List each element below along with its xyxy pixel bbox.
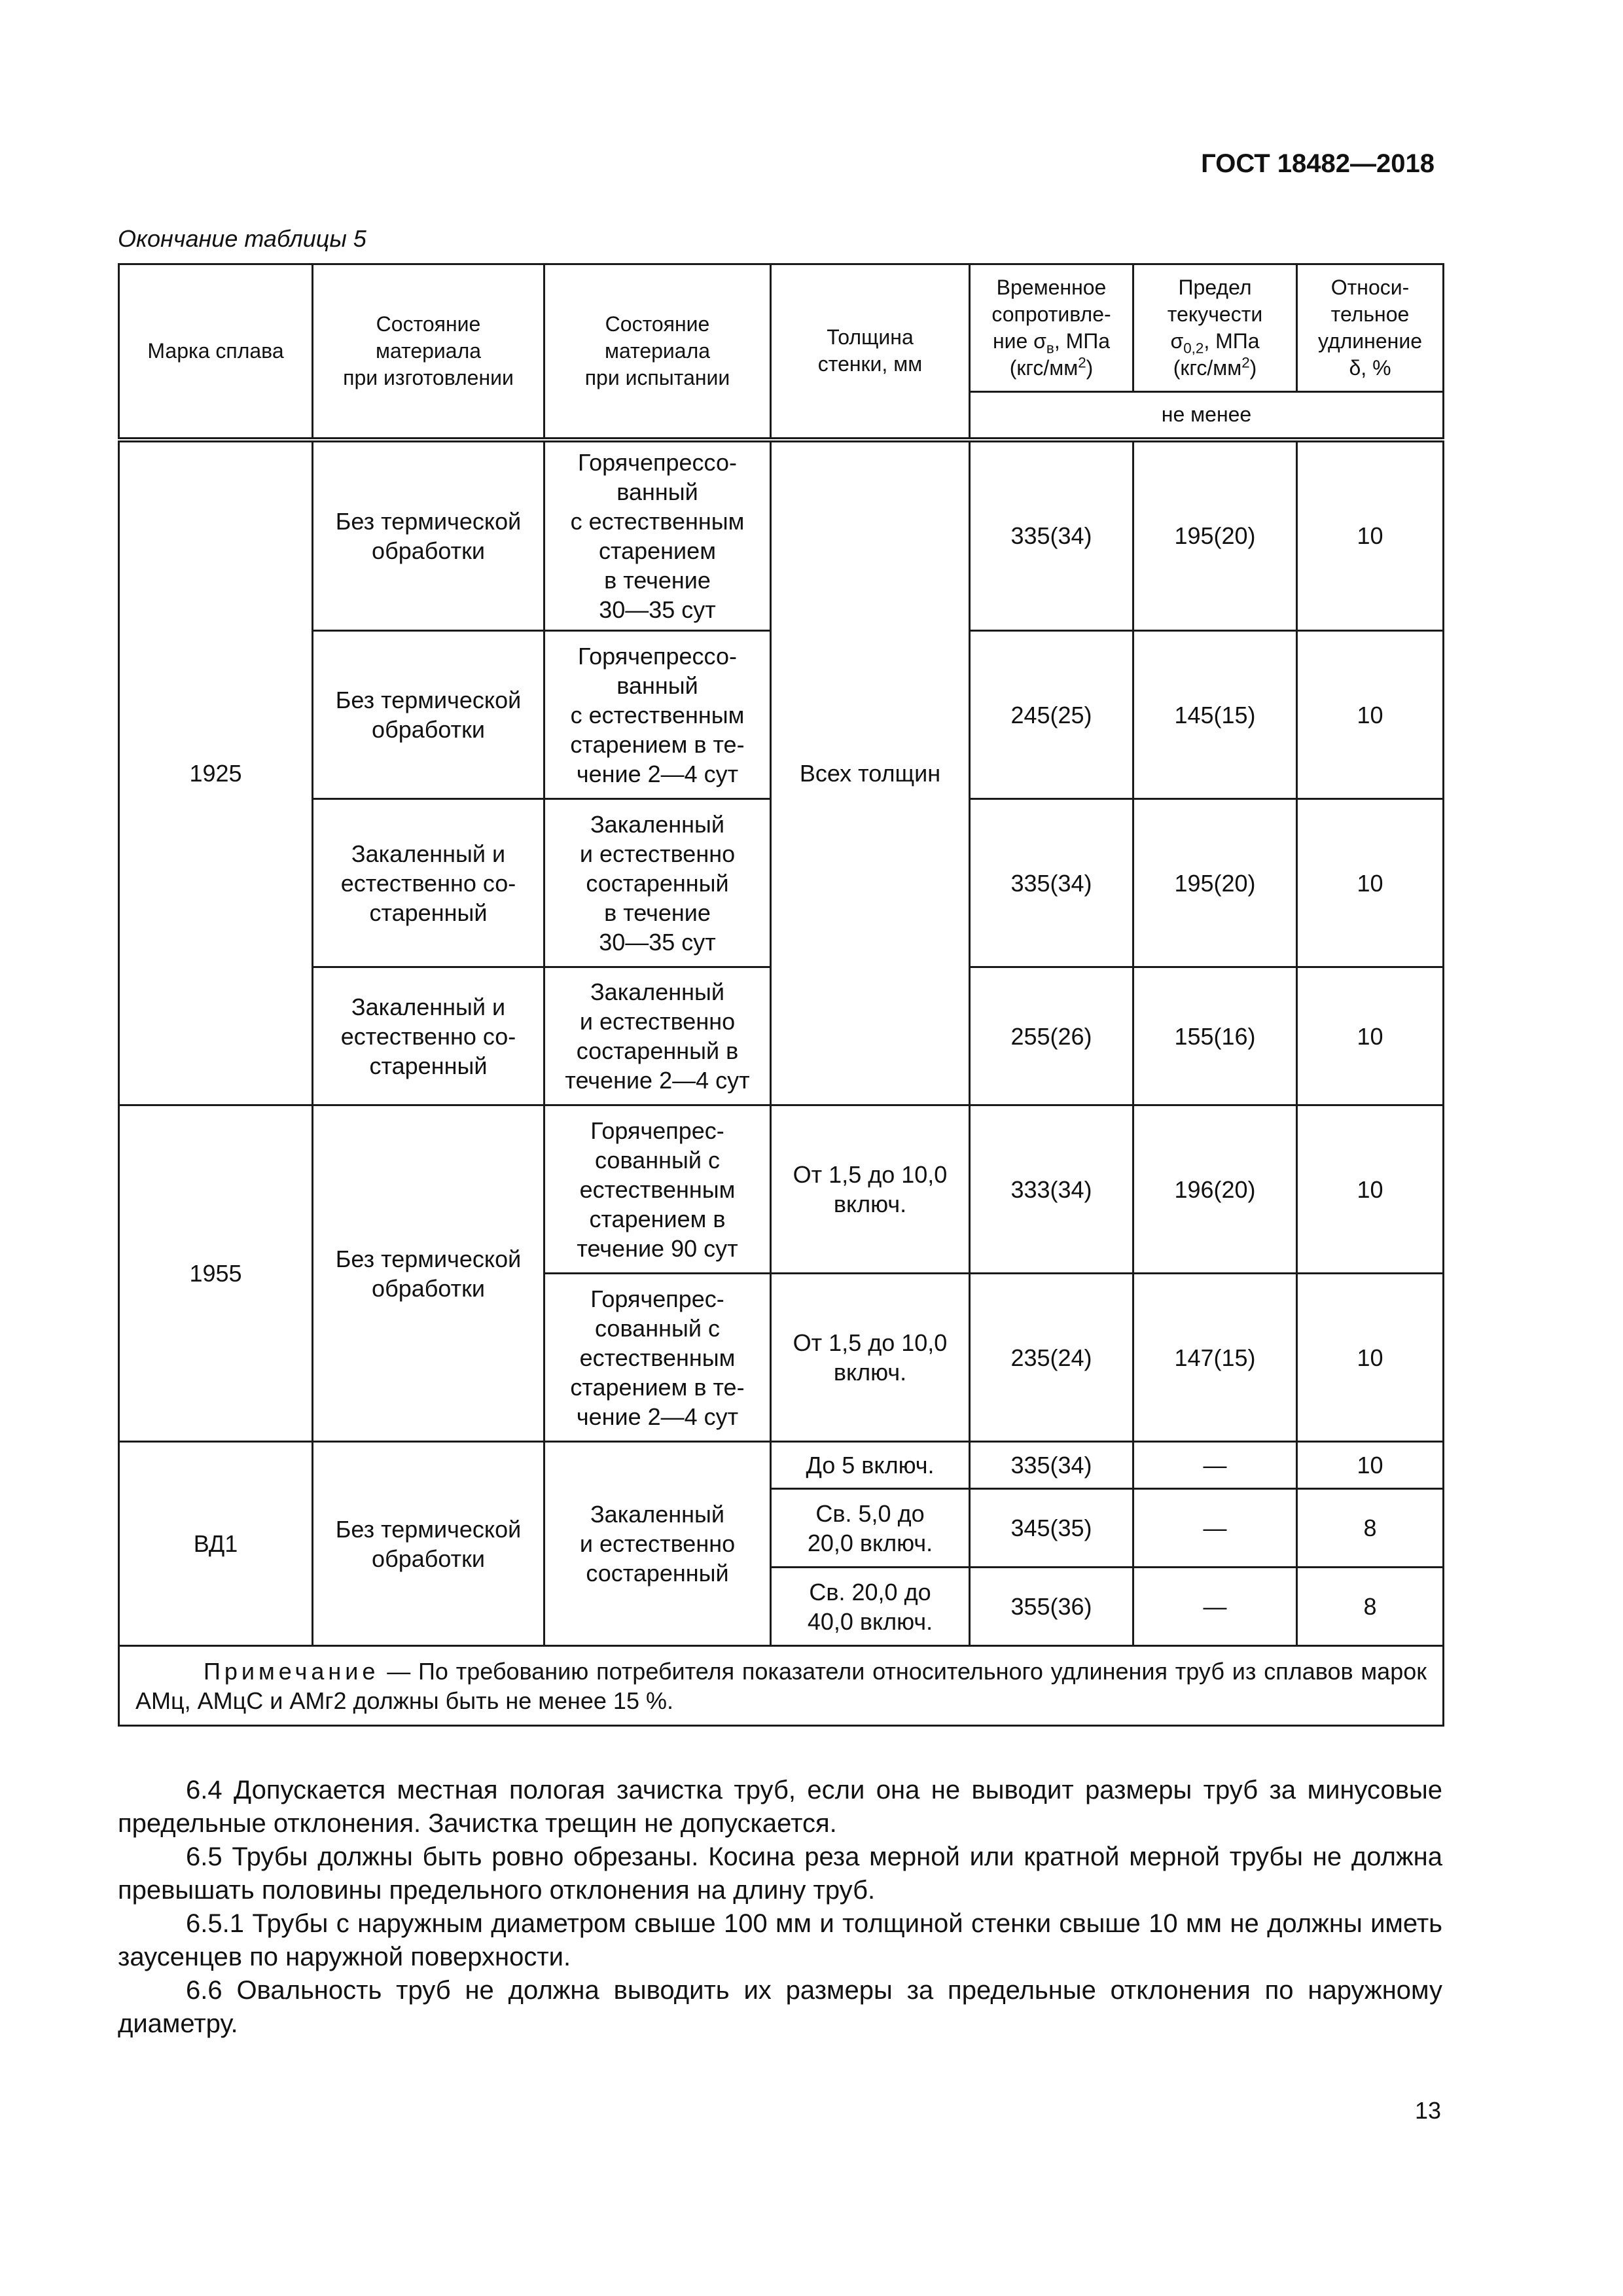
cell-elongation: 10 [1297, 1442, 1444, 1489]
note-lead: Примечание [204, 1657, 380, 1685]
cell-elongation: 10 [1297, 440, 1444, 631]
header-yield: Предел текучести $\sigma_{0,2}$, МПа $(кгс/мм^2)$ [1133, 264, 1297, 392]
cell-tensile: 355(36) [970, 1568, 1133, 1646]
table-row [119, 1105, 1444, 1274]
properties-table [118, 263, 1444, 1727]
cell-state-mfg: Без термической обработки [313, 440, 544, 631]
cell-state-mfg: Закаленный и естественно со- старенный [313, 967, 544, 1105]
cell-alloy: 1955 [119, 1105, 313, 1442]
cell-state-mfg: Закаленный и естественно со- старенный [313, 799, 544, 967]
cell-thickness: От 1,5 до 10,0 включ. [771, 1274, 970, 1442]
cell-state-test: Горячепрессо- ванный с естественным старением в те- чение 2—4 сут [544, 631, 771, 799]
cell-tensile: 335(34) [970, 440, 1133, 631]
cell-thickness: Св. 5,0 до 20,0 включ. [771, 1489, 970, 1568]
cell-alloy: 1925 [119, 440, 313, 1105]
cell-tensile: 333(34) [970, 1105, 1133, 1274]
header-alloy: Марка сплава [119, 264, 313, 440]
cell-yield: 147(15) [1133, 1274, 1297, 1442]
paragraph: 6.4 Допускается местная пологая зачистка труб, если она не выводит размеры труб за минусовые предельные отклонения. Зачистка трещин не допускается. [118, 1776, 1442, 1838]
cell-yield: — [1133, 1442, 1297, 1489]
cell-tensile: 235(24) [970, 1274, 1133, 1442]
paragraph: 6.5 Трубы должны быть ровно обрезаны. Косина реза мерной или кратной мерной трубы не должна превышать половины предельного отклонения на длину труб. [118, 1842, 1442, 1905]
note-text: — По требованию потребителя показатели относительного удлинения труб из сплавов марок АМц, АМцС и АМг2 должны быть не менее 15 %. [135, 1657, 1427, 1714]
cell-elongation: 10 [1297, 799, 1444, 967]
cell-tensile: 335(34) [970, 1442, 1133, 1489]
cell-tensile: 255(26) [970, 967, 1133, 1105]
cell-elongation: 8 [1297, 1489, 1444, 1568]
cell-thickness: До 5 включ. [771, 1442, 970, 1489]
header-state-mfg: Состояние материала при изготовлении [313, 264, 544, 440]
page-number: 13 [1414, 2097, 1441, 2124]
cell-yield: 196(20) [1133, 1105, 1297, 1274]
cell-state-test: Горячепрес- сованный с естественным старением в течение 90 сут [544, 1105, 771, 1274]
cell-elongation: 10 [1297, 1105, 1444, 1274]
cell-elongation: 10 [1297, 1274, 1444, 1442]
cell-thickness: От 1,5 до 10,0 включ. [771, 1105, 970, 1274]
cell-elongation: 8 [1297, 1568, 1444, 1646]
table-row [119, 1442, 1444, 1489]
cell-state-test: Горячепрес- сованный с естественным старением в те- чение 2—4 сут [544, 1274, 771, 1442]
cell-yield: 195(20) [1133, 799, 1297, 967]
header-state-test: Состояние материала при испытании [544, 264, 771, 440]
cell-state-test: Закаленный и естественно состаренный в течение 2—4 сут [544, 967, 771, 1105]
cell-yield: — [1133, 1568, 1297, 1646]
cell-yield: 155(16) [1133, 967, 1297, 1105]
table-header-row [119, 264, 1444, 392]
cell-yield: 145(15) [1133, 631, 1297, 799]
cell-yield: — [1133, 1489, 1297, 1568]
table-caption: Окончание таблицы 5 [118, 225, 366, 252]
cell-alloy: ВД1 [119, 1442, 313, 1646]
cell-thickness: Св. 20,0 до 40,0 включ. [771, 1568, 970, 1646]
document-id: ГОСТ 18482—2018 [1201, 149, 1435, 178]
cell-tensile: 335(34) [970, 799, 1133, 967]
header-thickness: Толщина стенки, мм [771, 264, 970, 440]
cell-thickness: Всех толщин [771, 440, 970, 1105]
cell-elongation: 10 [1297, 967, 1444, 1105]
cell-state-mfg: Без термической обработки [313, 1442, 544, 1646]
cell-elongation: 10 [1297, 631, 1444, 799]
cell-state-test: Закаленный и естественно состаренный в течение 30—35 сут [544, 799, 771, 967]
paragraph: 6.6 Овальность труб не должна выводить их размеры за предельные отклонения по наружному диаметру. [118, 1976, 1442, 2038]
table-note-row [119, 1646, 1444, 1726]
header-elongation: Относи- тельное удлинение δ, % [1297, 264, 1444, 392]
cell-state-mfg: Без термической обработки [313, 631, 544, 799]
cell-state-test: Закаленный и естественно состаренный [544, 1442, 771, 1646]
paragraph: 6.5.1 Трубы с наружным диаметром свыше 100 мм и толщиной стенки свыше 10 мм не должны иметь заусенцев по наружной поверхности. [118, 1909, 1442, 1971]
cell-state-mfg: Без термической обработки [313, 1105, 544, 1442]
header-not-less: не менее [970, 392, 1444, 440]
cell-yield: 195(20) [1133, 440, 1297, 631]
cell-state-test: Горячепрессо- ванный с естественным старением в течение 30—35 сут [544, 440, 771, 631]
cell-tensile: 345(35) [970, 1489, 1133, 1568]
table-row [119, 440, 1444, 631]
table-note [119, 1646, 1444, 1726]
cell-tensile: 245(25) [970, 631, 1133, 799]
header-tensile: Временное сопротивле- ние $\sigma_в$, МПа $(кгс/мм^2)$ [970, 264, 1133, 392]
body-text [118, 1774, 1442, 2041]
